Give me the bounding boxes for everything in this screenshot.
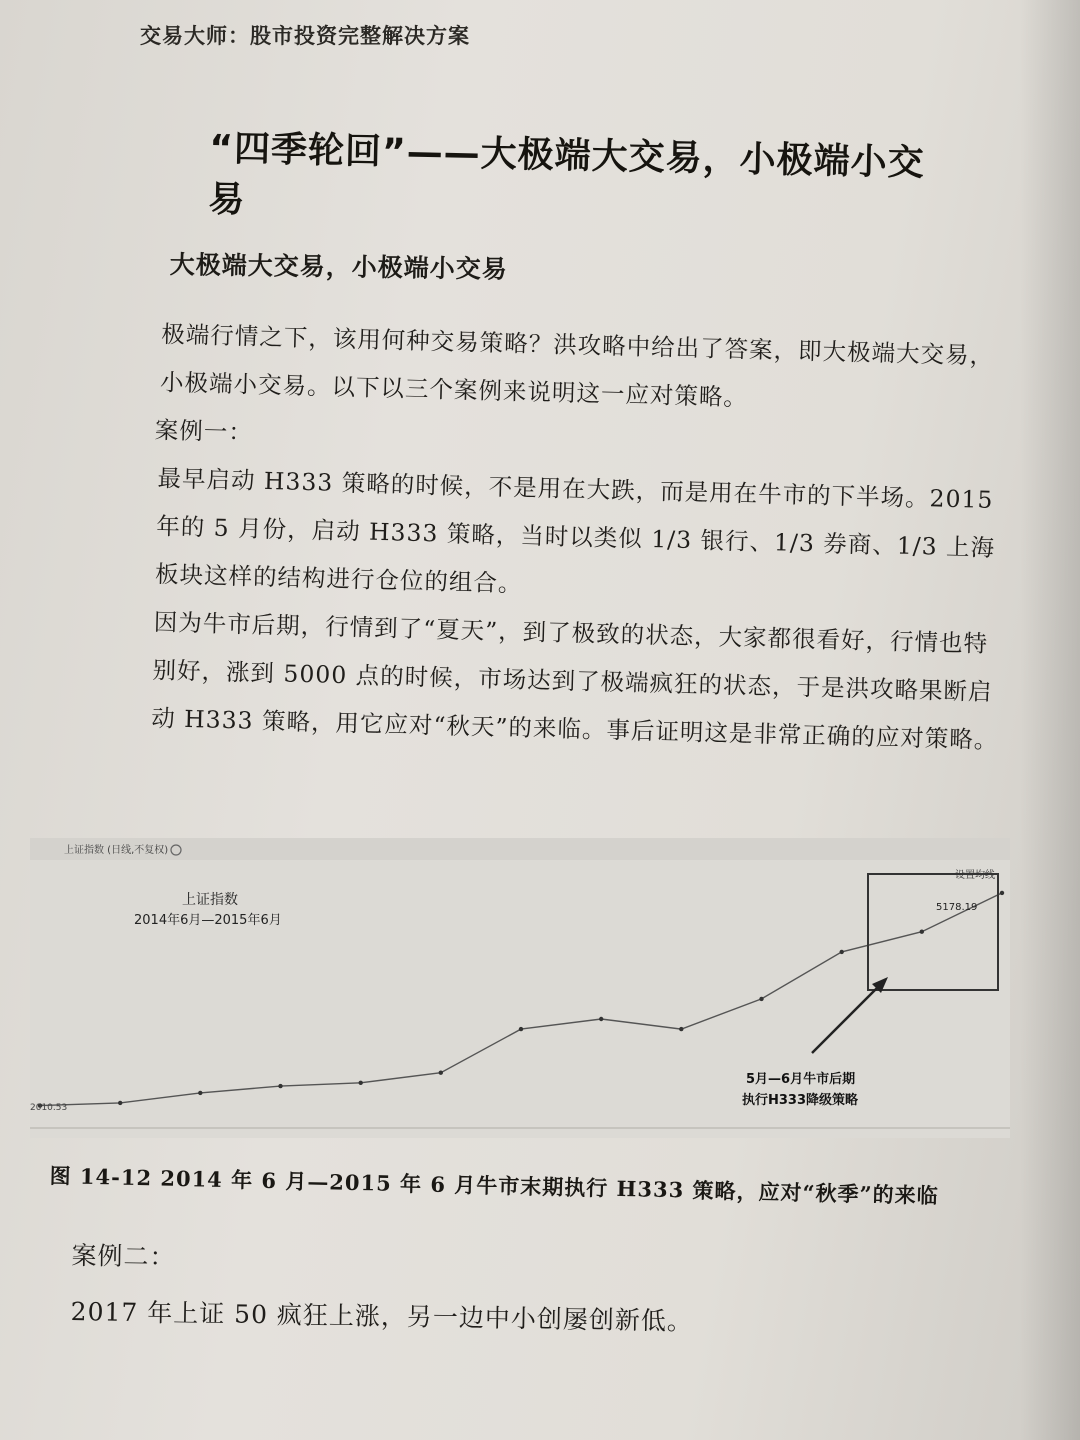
chart-header-label: 上证指数 (日线,不复权) [64,845,169,856]
paragraph-case2: 2017 年上证 50 疯狂上涨，另一边中小创屡创新低。 [70,1296,694,1336]
paragraph-case1: 最早启动 H333 策略的时候，不是用在大跌，而是用在牛市的下半场。2015 年的 5 月份，启动 H333 策略，当时以类似 1/3 银行、1/3 券商、1/3 上海板块这样的结构进行仓位的组合。 [154,464,996,598]
data-point [599,1017,603,1021]
data-point [439,1071,443,1075]
annotation-line2: 执行H333降级策略 [742,1093,859,1108]
data-point [278,1084,282,1088]
figure-chart [30,838,1010,1138]
annotation-line1: 5月—6月牛市后期 [746,1072,856,1087]
data-point [198,1091,202,1095]
page-edge-shadow [1020,0,1080,1440]
data-point [118,1101,122,1105]
figure-caption: 图 14-12 2014 年 6 月—2015 年 6 月牛市末期执行 H333 策略，应对“秋季”的来临 [49,1162,939,1209]
data-point [920,930,924,934]
body-text [69,308,1010,764]
section-title: “四季轮回”——大极端大交易，小极端小交易 [207,127,926,221]
data-point [1000,891,1004,895]
paragraph-case1-detail: 因为牛市后期，行情到了“夏天”，到了极致的状态，大家都很看好，行情也特别好，涨到 5000 点的时候，市场达到了极端疯狂的状态，于是洪攻略果断启动 H333 策略，用它应对“秋天”的来临。事后证明这是非常正确的应对策略。 [150,608,999,755]
chart-date-range: 2014年6月—2015年6月 [134,913,282,928]
paragraph-intro: 极端行情之下，该用何种交易策略？洪攻略中给出了答案，即大极端大交易，小极端小交易。以下以三个案例来说明这一应对策略。 [159,320,995,412]
chart-header-bar [30,838,1010,860]
data-point [840,950,844,954]
case1-label: 案例一： [154,416,254,447]
chart-svg [30,838,1010,1138]
peak-label: 5178.19 [936,902,978,913]
chart-settings-label[interactable]: 设置均线 [955,870,995,881]
case2-label: 案例二： [71,1240,176,1272]
lower-text [70,1228,1002,1355]
chart-title: 上证指数 [182,892,238,908]
running-head: 交易大师：股市投资完整解决方案 [140,24,470,48]
start-label: 2010.53 [30,1103,68,1113]
data-point [359,1081,363,1085]
subtitle: 大极端大交易，小极端小交易 [169,249,508,284]
data-point [679,1027,683,1031]
data-point [759,997,763,1001]
data-point [519,1027,523,1031]
chart-background [30,838,1010,1138]
